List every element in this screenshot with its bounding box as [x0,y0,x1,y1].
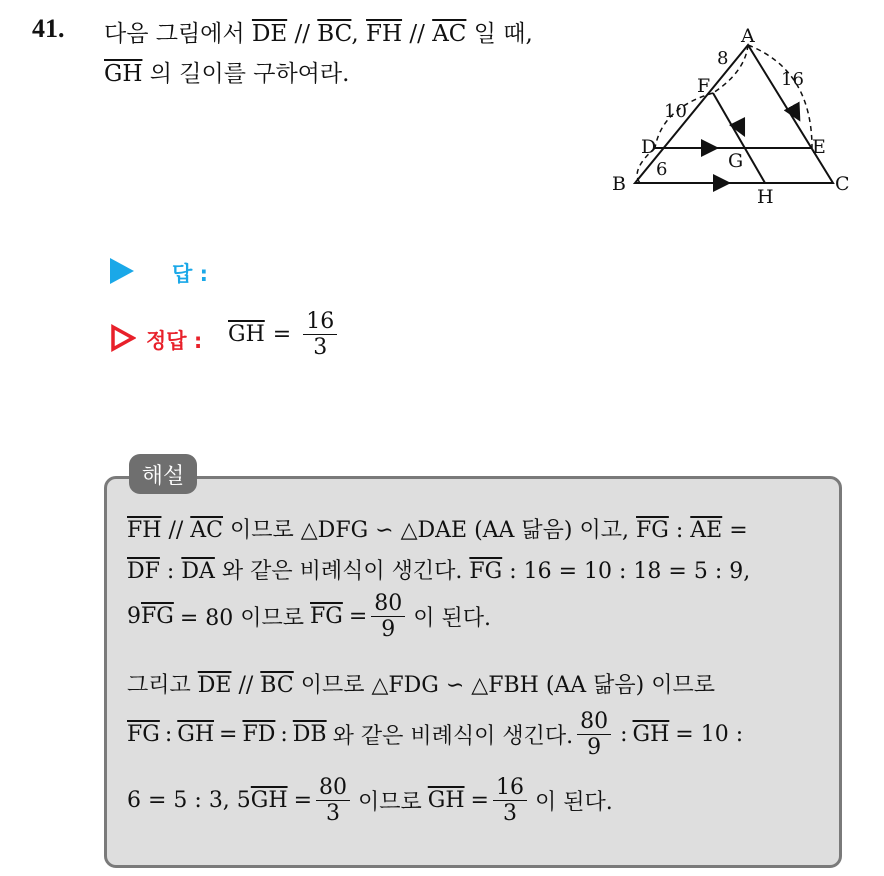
length-af: 8 [717,48,729,69]
label-e: E [812,136,826,158]
label-g: G [728,150,744,172]
explanation-line-4: 그리고 $\overline{DE} // \overline{BC}$ 이므로 △FDG ∽ △FBH (AA 닮음) 이므로 [127,673,716,698]
label-h: H [757,186,774,208]
label-b: B [612,173,626,195]
explanation-line-1: $\overline{FH} // \overline{AC}$ 이므로 △DFG ∽ △DAE (AA 닮음) 이고, $\overline{FG}$ : $\overline{AE}$ = [127,518,748,543]
label-c: C [835,173,850,195]
length-ae: 16 [781,69,804,90]
label-d: D [641,136,657,158]
correct-answer-label: 정답 : [146,329,203,353]
label-a: A [741,25,755,47]
explanation-line-3: 9 $\overline{FG}$ = 80 이므로 $\overline{FG}$ = $\frac{80}{9}$ 이 된다. [127,591,492,643]
correct-arrow-icon [110,324,136,352]
explanation-line-5: $\overline{FG}$ : $\overline{GH}$ = $\overline{FD}$ : $\overline{DB}$ 와 같은 비례식이 생긴다. $\frac{80}{9}$ : $\overline{GH}$ = 10 : [127,709,744,761]
explanation-line-6: 6 = 5 : 3, 5 $\overline{GH}$ = $\frac{80}{3}$ 이므로 $\overline{GH}$ = $\frac{16}{3}$ 이 된다. [127,775,613,827]
explanation-tag: 해설 [129,454,197,494]
label-f: F [697,75,711,97]
answer-label: 답 : [172,262,208,286]
length-fd: 10 [664,101,687,122]
question-number: 41. [32,14,65,43]
answer-arrow-icon [110,258,134,284]
triangle-figure [605,20,865,220]
explanation-line-2: $\overline{DF}$ : $\overline{DA}$ 와 같은 비례식이 생긴다. $\overline{FG}$ : 16 = 10 : 18 = 5 : 9, [127,559,751,584]
question-line-2: $\overline{GH}$ 의 길이를 구하여라. [104,61,350,87]
correct-answer-value: $\overline{GH}$ = $\frac{16}{3}$ [228,310,341,359]
question-line-1: 다음 그림에서 $\overline{DE} // \overline{BC}$, $\overline{FH} // \overline{AC}$ 일 때, [104,21,533,47]
length-db: 6 [656,159,668,180]
